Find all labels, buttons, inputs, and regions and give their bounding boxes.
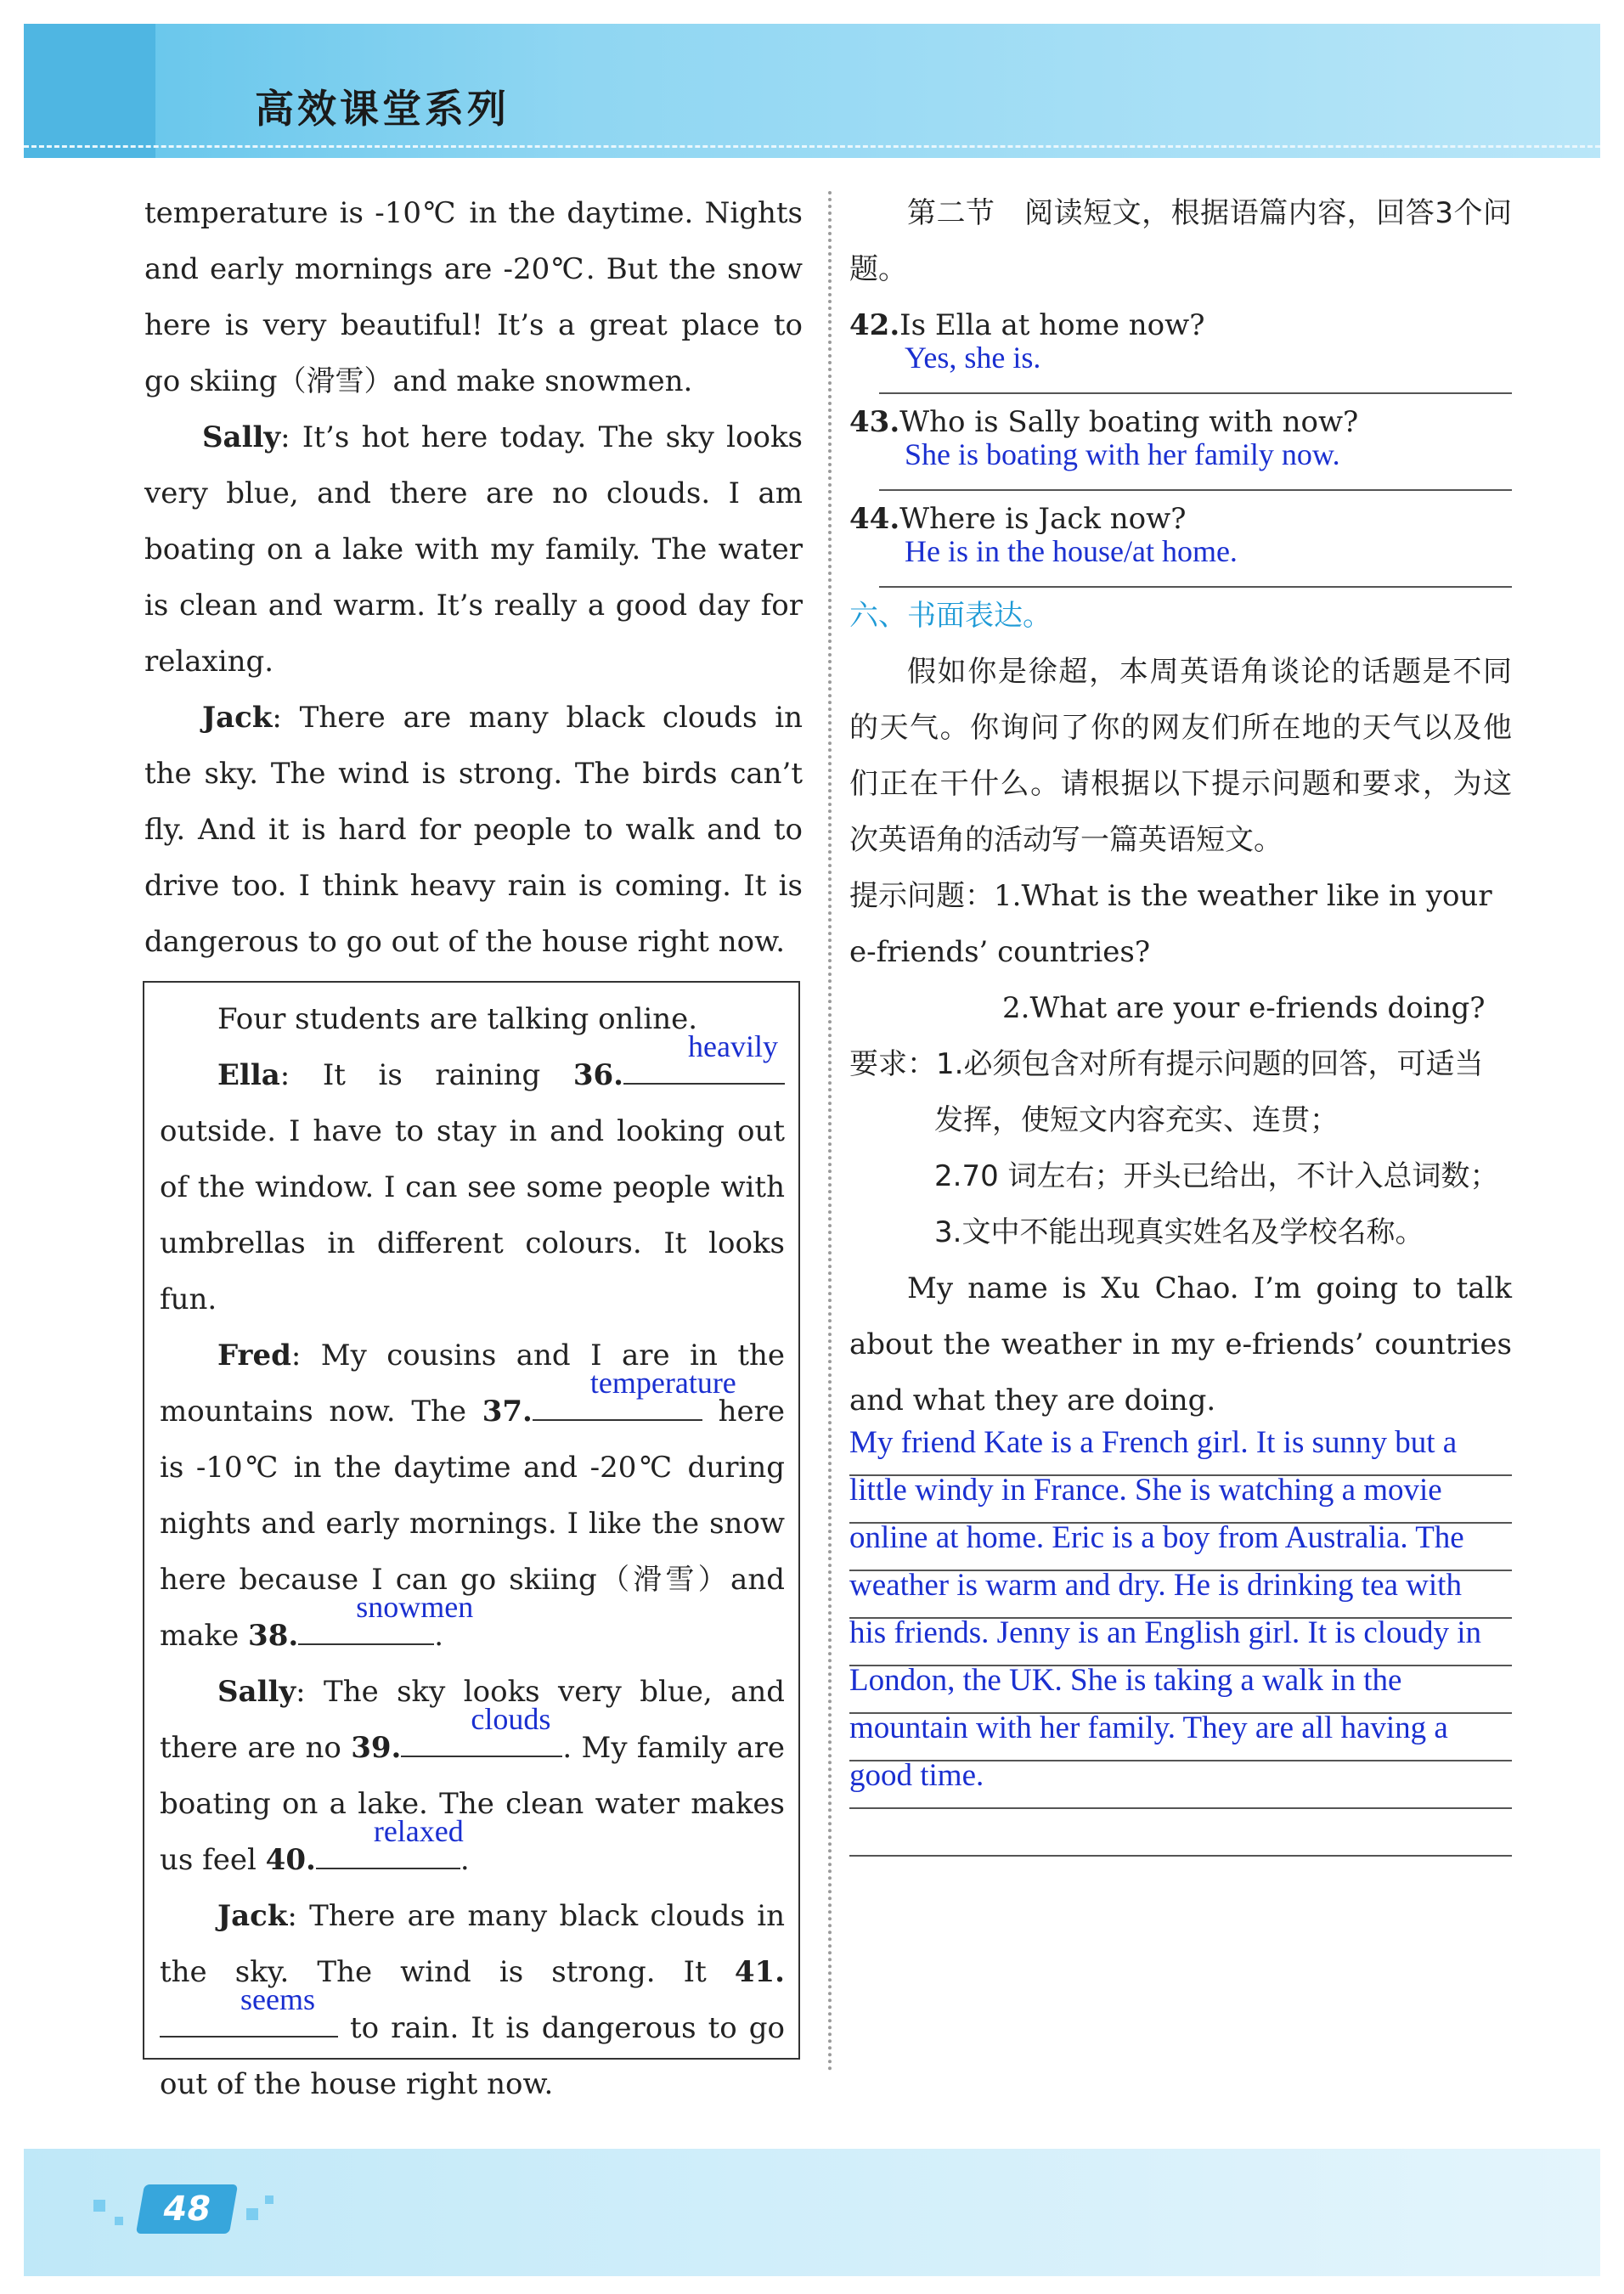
answer-36: heavily (688, 1029, 778, 1063)
header-tab (24, 24, 155, 158)
answer-44: He is in the house/at home. (905, 534, 1238, 568)
req-label: 要求： (849, 1047, 936, 1081)
essay-text: online at home. Eric is a boy from Australia. The (849, 1520, 1464, 1555)
speaker-text: : It’s hot here today. The sky looks very blue, and there are no clouds. I am boating on a lake with my family. The water is clean and warm. It’s really a good day for relaxing. (144, 420, 803, 679)
question-number: 42. (849, 308, 900, 342)
essay-text: his friends. Jenny is an English girl. It is cloudy in (849, 1615, 1482, 1650)
box-paragraph-sally (160, 1664, 785, 1888)
page-number: 48 (136, 2184, 238, 2234)
summary-box (143, 981, 800, 2101)
footer-banner (24, 2149, 1600, 2276)
req-1: 1.必须包含对所有提示问题的回答，可适当发挥，使短文内容充实、连贯； (934, 1047, 1484, 1137)
question-number: 41. (734, 1955, 785, 1989)
answer-41: seems (240, 1982, 315, 2016)
box-paragraph-fred (160, 1327, 785, 1664)
essay-text: good time. (849, 1758, 984, 1793)
speaker-name: Sally (202, 420, 281, 454)
hint-label: 提示问题： (849, 879, 994, 913)
text: to rain. It is dangerous to go out of the house right now. (160, 2011, 785, 2101)
answer-line-44[interactable] (879, 530, 1512, 588)
decor-square (265, 2195, 273, 2204)
box-paragraph-jack (160, 1888, 785, 2112)
decor-square (93, 2200, 105, 2212)
question-number: 38. (248, 1619, 299, 1653)
header-dashed-line (24, 145, 1600, 148)
answer-blank-37[interactable] (533, 1366, 736, 1421)
speaker-name: Jack (202, 701, 273, 735)
text: . (460, 1843, 470, 1877)
question-text: Who is Sally boating with now? (899, 405, 1359, 439)
answer-blank-40[interactable] (316, 1814, 464, 1869)
essay-line[interactable] (849, 1758, 1512, 1809)
box-intro: Four students are talking online. (217, 1002, 698, 1036)
text: : The sky looks very blue, and there are no (160, 1675, 785, 1765)
question-43 (849, 394, 1512, 491)
essay-text: weather is warm and dry. He is drinking tea with (849, 1568, 1462, 1603)
text: here is -10℃ in the daytime and -20℃ during nights and early mornings. I like the snow here because I can go skiing（滑雪）and make (160, 1395, 785, 1653)
answer-blank-39[interactable] (401, 1702, 562, 1757)
answer-line-42[interactable] (879, 336, 1512, 394)
answer-37: temperature (589, 1366, 736, 1400)
hint-questions (849, 868, 1512, 1036)
answer-blank-41[interactable] (160, 1982, 338, 2038)
essay-line[interactable] (849, 1809, 1512, 1857)
text: outside. I have to stay in and looking out of the window. I can see some people with umbrellas in different colours. It looks fun. (160, 1114, 785, 1316)
text: : There are many black clouds in the sky. The wind is strong. It (160, 1899, 785, 1989)
essay-text: My friend Kate is a French girl. It is sunny but a (849, 1425, 1458, 1460)
answer-blank-36[interactable] (623, 1029, 785, 1085)
writing-prompt: 假如你是徐超，本周英语角谈论的话题是不同的天气。你询问了你的网友们所在地的天气以及他们正在干什么。请根据以下提示问题和要求，为这次英语角的活动写一篇英语短文。 (849, 655, 1512, 857)
decor-square (246, 2208, 258, 2220)
text: : It is raining (279, 1058, 573, 1092)
answer-43: She is boating with her family now. (905, 437, 1340, 471)
speaker-name: Fred (217, 1339, 291, 1372)
answer-line-43[interactable] (879, 433, 1512, 491)
answer-39: clouds (471, 1702, 551, 1736)
question-number: 36. (572, 1058, 623, 1092)
speaker-name: Jack (217, 1899, 288, 1933)
passage-paragraph-sally (144, 409, 803, 690)
requirements (849, 1036, 1512, 1260)
answer-38: snowmen (356, 1590, 474, 1624)
passage-paragraph: temperature is -10℃ in the daytime. Nights and early mornings are -20℃. But the snow here is very beautiful! It’s a great place to go skiing（滑雪）and make snowmen. (144, 196, 803, 398)
question-42 (849, 297, 1512, 394)
essay-text: little windy in France. She is watching a movie (849, 1473, 1442, 1508)
question-number: 37. (482, 1395, 533, 1429)
hint-2: 2.What are your e-friends doing? (1002, 991, 1486, 1025)
answer-40: relaxed (373, 1814, 464, 1848)
question-44 (849, 491, 1512, 588)
req-2: 2.70 词左右；开头已给出，不计入总词数； (934, 1159, 1499, 1193)
passage-paragraph-jack (144, 690, 803, 970)
answer-42: Yes, she is. (905, 341, 1041, 375)
question-text: Is Ella at home now? (899, 308, 1205, 342)
hint-1: 1.What is the weather like in your e-friends’ countries? (849, 879, 1492, 969)
essay-opening: My name is Xu Chao. I’m going to talk about the weather in my e-friends’ countries and what they are doing. (849, 1271, 1512, 1418)
question-number: 40. (265, 1843, 316, 1877)
essay-lines[interactable] (849, 1425, 1512, 1857)
essay-text: mountain with her family. They are all having a (849, 1711, 1448, 1745)
question-number: 44. (849, 502, 900, 536)
question-number: 39. (351, 1731, 402, 1765)
left-column (144, 185, 803, 970)
question-number: 43. (849, 405, 900, 439)
right-column (849, 185, 1512, 1857)
column-divider (828, 191, 832, 2072)
series-title: 高效课堂系列 (255, 86, 510, 132)
text: . My family are boating on a lake. The clean water makes us feel (160, 1731, 785, 1877)
speaker-name: Sally (217, 1675, 296, 1709)
speaker-text: : There are many black clouds in the sky. The wind is strong. The birds can’t fly. And it is hard for people to walk and to drive too. I think heavy rain is coming. It is dangerous to go out of the house right now. (144, 701, 803, 959)
section2-instructions: 第二节 阅读短文，根据语篇内容，回答3个问题。 (849, 196, 1512, 286)
essay-text: London, the UK. She is taking a walk in the (849, 1663, 1402, 1698)
req-3: 3.文中不能出现真实姓名及学校名称。 (934, 1215, 1424, 1249)
section6-heading: 六、书面表达。 (849, 599, 1052, 633)
text: : My cousins and I are in the mountains now. The (160, 1339, 785, 1429)
text: . (434, 1619, 444, 1653)
question-text: Where is Jack now? (899, 502, 1187, 536)
speaker-name: Ella (217, 1058, 280, 1092)
answer-blank-38[interactable] (298, 1590, 474, 1645)
box-paragraph-ella (160, 1029, 785, 1327)
decor-square (115, 2217, 123, 2225)
